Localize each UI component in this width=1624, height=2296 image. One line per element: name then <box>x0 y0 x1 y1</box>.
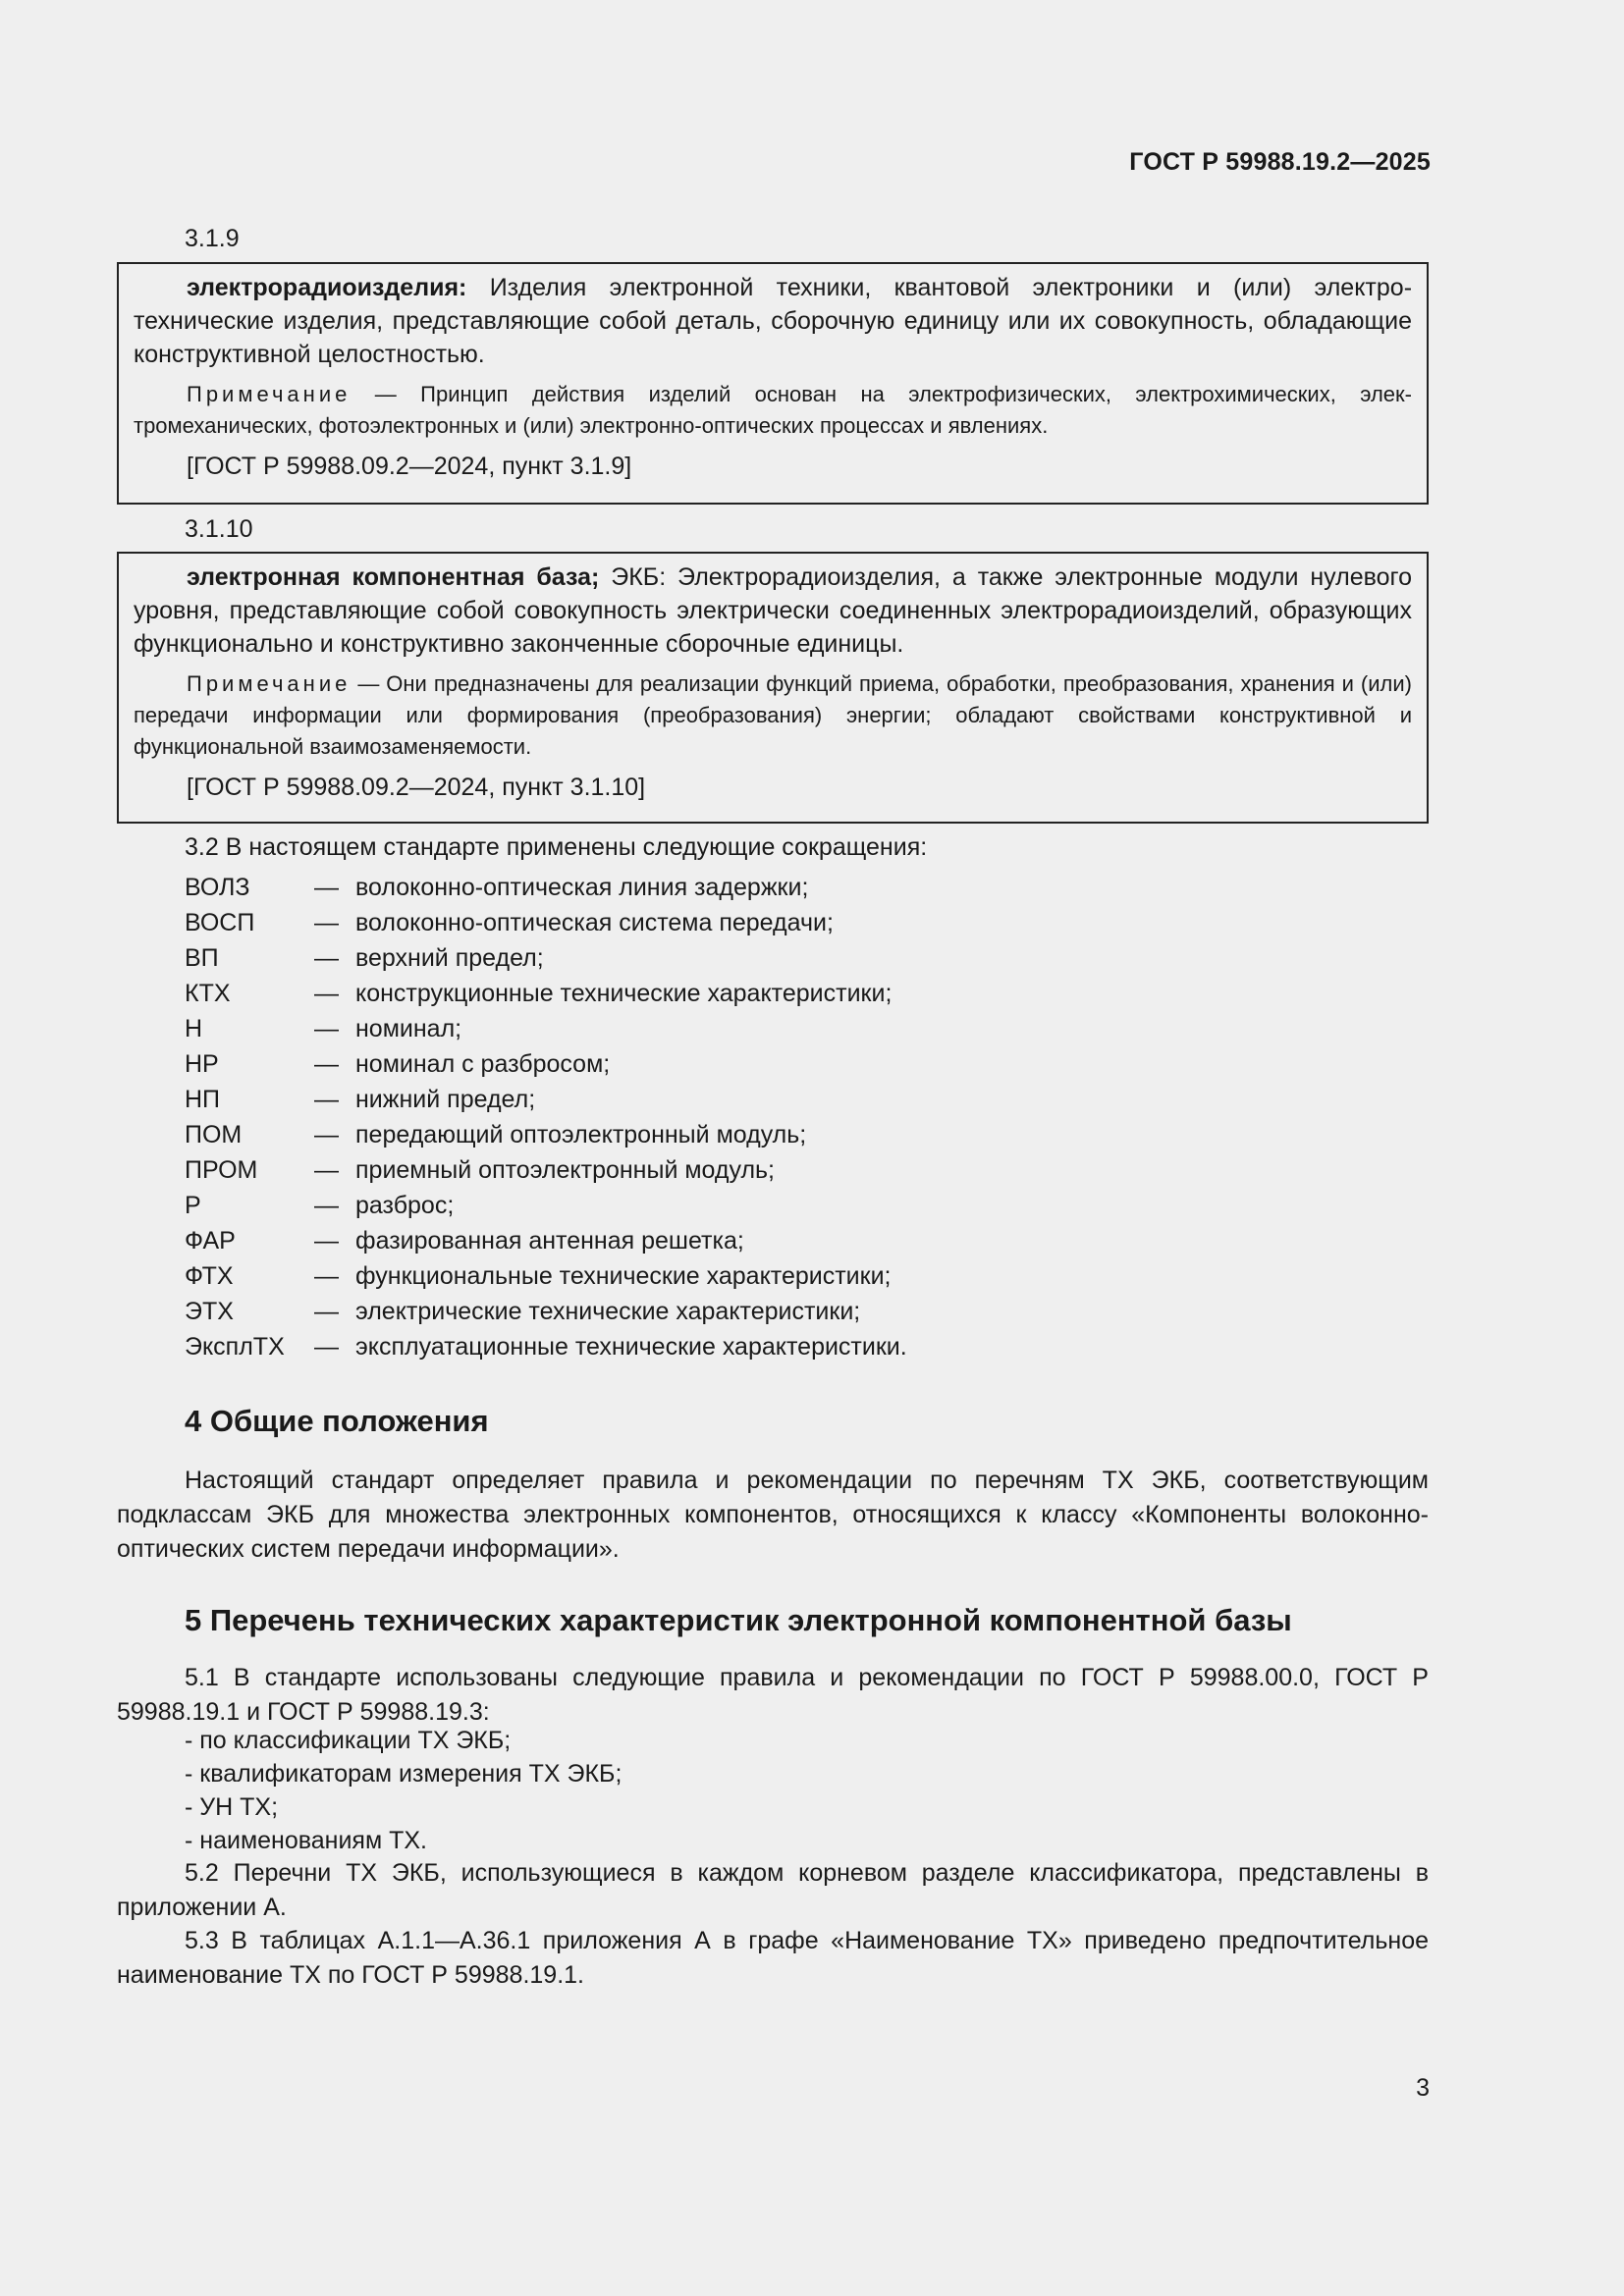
list-item: - наименованиям ТХ. <box>185 1827 427 1854</box>
abbreviation-row <box>185 1152 907 1188</box>
term-reference: [ГОСТ Р 59988.09.2—2024, пункт 3.1.9] <box>187 453 632 480</box>
term-note: Примечание — Принцип действия изделий основан на электрофизических, электрохимических, электромеханических, фотоэлектронных и (или) электронно-оптических процессах и явлениях. <box>134 382 1412 438</box>
term-definition-box <box>117 552 1429 824</box>
abbreviation-text: электрические технические характеристики; <box>355 1298 861 1325</box>
abbreviation-code: Р <box>185 1192 201 1219</box>
abbreviation-dash: — <box>314 909 339 936</box>
abbreviation-text: приемный оптоэлектронный модуль; <box>355 1156 776 1184</box>
abbreviation-code: НР <box>185 1050 219 1078</box>
abbreviation-text: передающий оптоэлектронный модуль; <box>355 1121 807 1148</box>
abbreviation-row <box>185 1082 907 1117</box>
abbreviation-dash: — <box>314 1156 339 1184</box>
list-item: - по классификации ТХ ЭКБ; <box>185 1727 512 1754</box>
abbreviation-row <box>185 905 907 940</box>
abbreviation-code: ВОСП <box>185 909 255 936</box>
term-definition <box>134 561 1412 661</box>
abbreviation-row <box>185 1117 907 1152</box>
section-4-paragraph: Настоящий стандарт определяет правила и рекомендации по перечням ТХ ЭКБ, соответствующим подклассам ЭКБ для множества электронных компонентов, относящихся к классу «Компоненты волоконно-оптических систем передачи информации». <box>117 1467 1429 1563</box>
term-name: электронная компонентная база; <box>187 563 600 591</box>
definition-text: ЭКБ: Электрорадиоизделия, а также электронные модули нулевого уровня, представляющие собой совокупность электрически соединенных электрорадиоизделий, образующих функционально и конструктивно законченные сборочные единицы. <box>134 563 1412 658</box>
abbreviation-text: номинал; <box>355 1015 462 1042</box>
abbreviation-row <box>185 940 907 976</box>
section-5-paragraph-3: 5.3 В таблицах А.1.1—А.36.1 приложения А в графе «Наименование ТХ» приведено предпочтительное наименование ТХ по ГОСТ Р 59988.19.1. <box>117 1927 1429 1989</box>
abbreviation-row <box>185 976 907 1011</box>
term-name: электрорадиоизделия: <box>187 274 467 301</box>
definition-text: Изделия электронной техники, квантовой электроники и (или) электротехнические изделия, представляющие собой деталь, сборочную единицу или их совокупность, обладающие конструктивной целостностью. <box>134 274 1413 368</box>
abbreviation-dash: — <box>314 1121 339 1148</box>
term-number: 3.1.9 <box>185 225 240 252</box>
abbreviation-row <box>185 1011 907 1046</box>
abbreviation-dash: — <box>314 1333 339 1361</box>
section-5-heading: 5 Перечень технических характеристик электронной компонентной базы <box>185 1603 1292 1637</box>
abbreviation-code: ФАР <box>185 1227 236 1255</box>
note-label: Примечание <box>187 671 352 696</box>
document-code-header: ГОСТ Р 59988.19.2—2025 <box>1129 148 1431 176</box>
abbreviation-code: ВП <box>185 944 219 972</box>
abbreviation-dash: — <box>314 1015 339 1042</box>
term-number: 3.1.10 <box>185 515 253 543</box>
abbreviation-code: ЭТХ <box>185 1298 234 1325</box>
term-reference: [ГОСТ Р 59988.09.2—2024, пункт 3.1.10] <box>187 774 646 801</box>
abbreviation-dash: — <box>314 1262 339 1290</box>
abbreviation-code: ПОМ <box>185 1121 243 1148</box>
abbreviation-code: ВОЛЗ <box>185 874 250 901</box>
note-label: Примечание <box>187 382 352 406</box>
abbreviation-dash: — <box>314 1086 339 1113</box>
abbreviation-code: ЭксплТХ <box>185 1333 285 1361</box>
term-note: Примечание — Они предназначены для реализации функций приема, обработки, преобразования, хранения и (или) передачи информации или формирования (преобразования) энергии; обладают свойствами конструктивной и функциональной взаимозаменяемости. <box>134 671 1412 759</box>
abbreviation-text: фазированная антенная решетка; <box>355 1227 744 1255</box>
abbreviation-row <box>185 1188 907 1223</box>
abbreviation-dash: — <box>314 944 339 972</box>
abbreviation-dash: — <box>314 1298 339 1325</box>
abbreviations-intro: 3.2 В настоящем стандарте применены следующие сокращения: <box>185 833 928 861</box>
abbreviation-text: верхний предел; <box>355 944 544 972</box>
abbreviation-dash: — <box>314 1192 339 1219</box>
abbreviation-text: номинал с разбросом; <box>355 1050 611 1078</box>
abbreviation-text: волоконно-оптическая система передачи; <box>355 909 834 936</box>
term-definition-box <box>117 262 1429 505</box>
section-5-paragraph-2: 5.2 Перечни ТХ ЭКБ, использующиеся в каждом корневом разделе классификатора, представлены в приложении А. <box>117 1859 1429 1921</box>
page-number: 3 <box>1416 2074 1430 2102</box>
abbreviations-list <box>185 870 907 1364</box>
abbreviation-text: функциональные технические характеристики; <box>355 1262 892 1290</box>
abbreviation-code: НП <box>185 1086 221 1113</box>
abbreviation-code: Н <box>185 1015 203 1042</box>
abbreviation-code: КТХ <box>185 980 231 1007</box>
section-4-heading: 4 Общие положения <box>185 1404 489 1438</box>
list-item: - квалификаторам измерения ТХ ЭКБ; <box>185 1760 623 1788</box>
abbreviation-dash: — <box>314 1050 339 1078</box>
list-item: - УН ТХ; <box>185 1793 279 1821</box>
abbreviation-text: разброс; <box>355 1192 455 1219</box>
rules-list <box>185 1724 622 1857</box>
term-definition <box>134 271 1412 371</box>
abbreviation-code: ФТХ <box>185 1262 234 1290</box>
abbreviation-text: эксплуатационные технические характеристики. <box>355 1333 907 1361</box>
abbreviation-code: ПРОМ <box>185 1156 258 1184</box>
abbreviation-row <box>185 1046 907 1082</box>
note-text: Они предназначены для реализации функций приема, обработки, преобразования, хранения и (или) передачи информации или формирования (преобразования) энергии; обладают свойствами конструктивной и функциональной взаимозаменяемости. <box>134 671 1412 759</box>
section-5-paragraph-1: 5.1 В стандарте использованы следующие правила и рекомендации по ГОСТ Р 59988.00.0, ГОСТ Р 59988.19.1 и ГОСТ Р 59988.19.3: <box>117 1664 1429 1726</box>
abbreviation-row <box>185 1329 907 1364</box>
abbreviation-dash: — <box>314 980 339 1007</box>
abbreviation-text: нижний предел; <box>355 1086 536 1113</box>
abbreviation-row <box>185 870 907 905</box>
abbreviation-row <box>185 1294 907 1329</box>
abbreviation-dash: — <box>314 1227 339 1255</box>
abbreviation-row <box>185 1258 907 1294</box>
note-text: Принцип действия изделий основан на электрофизических, электрохимических, электромеханических, фотоэлектронных и (или) электронно-оптических процессах и явлениях. <box>134 382 1412 438</box>
abbreviation-text: конструкционные технические характеристики; <box>355 980 893 1007</box>
abbreviation-dash: — <box>314 874 339 901</box>
abbreviation-row <box>185 1223 907 1258</box>
abbreviation-text: волоконно-оптическая линия задержки; <box>355 874 809 901</box>
